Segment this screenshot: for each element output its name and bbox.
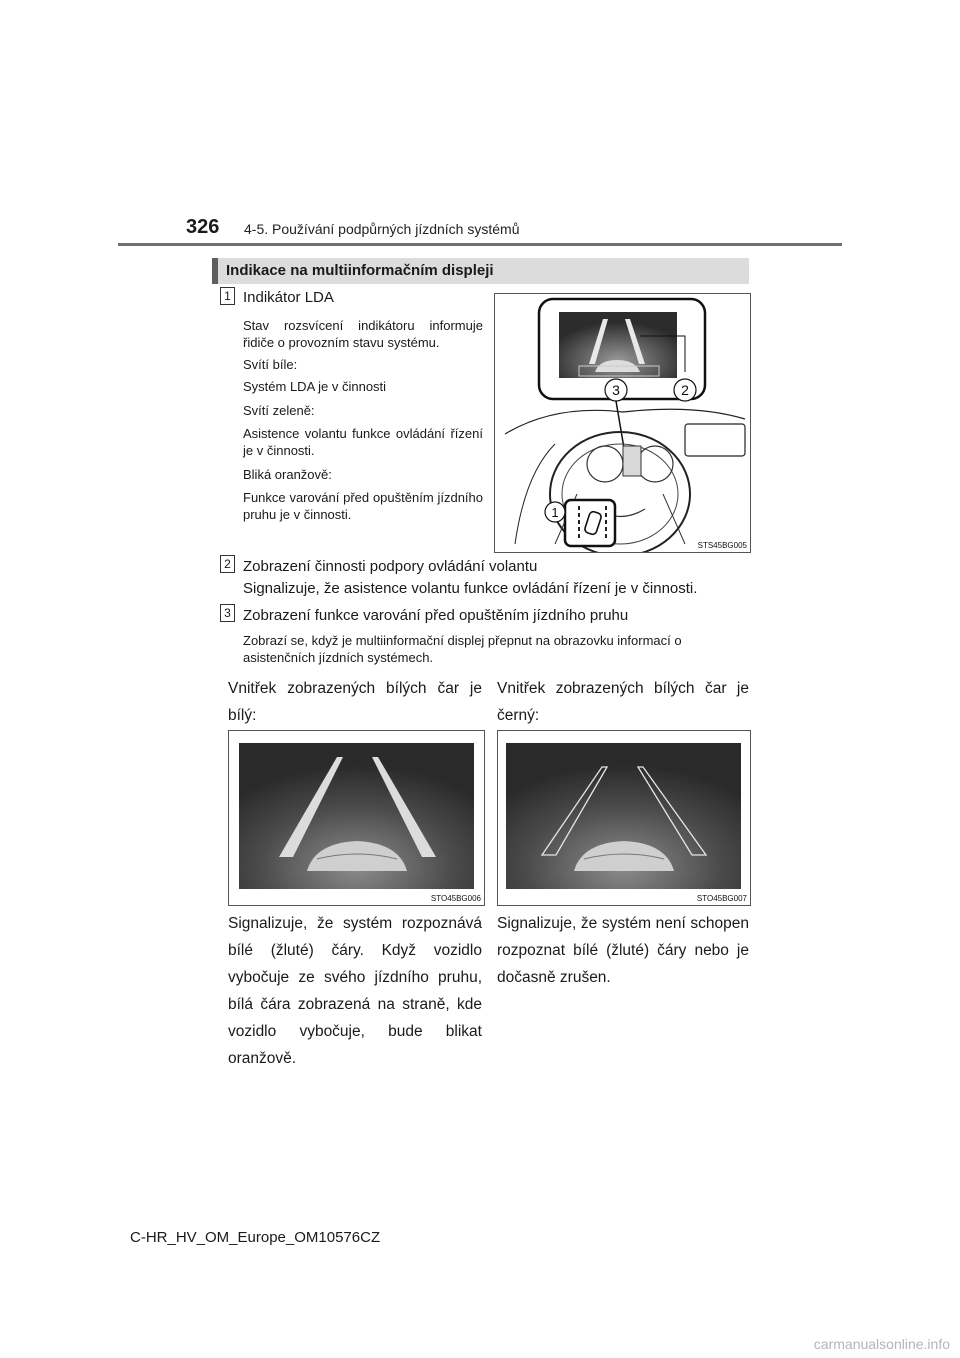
dashboard-illustration: [495, 294, 750, 552]
figure-black-lines-code: STO45BG007: [696, 894, 747, 903]
white-lines-illustration: [229, 731, 484, 905]
item-1-line-1: Stav rozsvícení indikátoru informuje řidiče o provozním stavu systému.: [243, 318, 483, 350]
item-number-1: 1: [220, 287, 235, 305]
callout-3: 3: [612, 382, 620, 398]
item-1-line-7: Funkce varování před opuštěním jízdního pruhu je v činnosti.: [243, 490, 483, 522]
dashboard-figure: [494, 293, 751, 553]
item-1-line-2: Svítí bíle:: [243, 357, 298, 372]
item-1-line-3: Systém LDA je v činnosti: [243, 379, 387, 394]
figure-white-lines-code: STO45BG006: [430, 894, 481, 903]
item-3-text: Zobrazí se, když je multiinformační displej přepnut na obrazovku informací o asistenčních jízdních systémech.: [243, 633, 682, 665]
column-right-heading: Vnitřek zobrazených bílých čar je černý:: [497, 680, 749, 724]
callout-1: 1: [551, 505, 559, 520]
item-number-3: 3: [220, 604, 235, 622]
heading-text: Indikace na multiinformačním displeji: [226, 262, 494, 279]
page-number: 326: [186, 216, 220, 238]
watermark: carmanualsonline.info: [813, 1336, 950, 1352]
item-1-line-5: Asistence volantu funkce ovládání řízení je v činnosti.: [243, 426, 483, 458]
black-lines-illustration: [498, 731, 750, 905]
item-1-line-4: Svítí zeleně:: [243, 403, 315, 418]
callout-2: 2: [681, 382, 689, 398]
column-left-caption: Signalizuje, že systém rozpoznává bílé (žluté) čáry. Když vozidlo vybočuje ze svého jízdního pruhu, bílá čára zobrazená na straně, kde vozidlo vybočuje, bude blikat oranžově.: [228, 915, 482, 1067]
item-2-text: Signalizuje, že asistence volantu funkce ovládání řízení je v činnosti.: [243, 580, 698, 597]
header-rule: [118, 243, 842, 246]
column-left-heading: Vnitřek zobrazených bílých čar je bílý:: [228, 680, 482, 724]
item-title-2: Zobrazení činnosti podpory ovládání volantu: [243, 558, 538, 575]
figure-black-lines: [497, 730, 751, 906]
item-title-3: Zobrazení funkce varování před opuštěním jízdního pruhu: [243, 607, 629, 624]
section-title: 4-5. Používání podpůrných jízdních systémů: [244, 221, 520, 237]
heading-bar-edge: [212, 258, 218, 284]
item-1-line-6: Bliká oranžově:: [243, 467, 332, 482]
item-title-1: Indikátor LDA: [243, 289, 334, 306]
heading-bar: [212, 258, 749, 284]
footer-code: C-HR_HV_OM_Europe_OM10576CZ: [130, 1229, 381, 1246]
figure-white-lines: [228, 730, 485, 906]
dashboard-figure-code: STS45BG005: [697, 541, 747, 550]
column-right-caption: Signalizuje, že systém není schopen rozpoznat bílé (žluté) čáry nebo je dočasně zrušen.: [497, 915, 749, 986]
item-number-2: 2: [220, 555, 235, 573]
